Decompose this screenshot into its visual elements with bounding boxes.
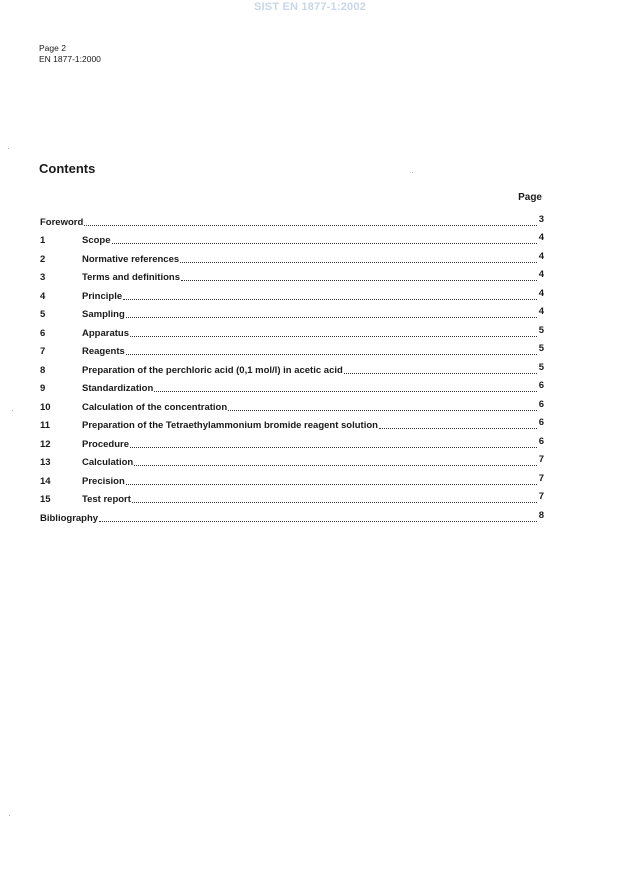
toc-entry-title: Foreword [40, 216, 84, 228]
dot-leader [132, 502, 537, 503]
toc-entry-title: Calculation [82, 457, 134, 468]
toc-entry-page: 6 [538, 380, 544, 391]
toc-entry-title: Apparatus [82, 327, 129, 339]
dot-leader [130, 447, 537, 448]
scan-speck [8, 148, 9, 149]
toc-entry[interactable] [40, 394, 544, 413]
toc-entry-number: 10 [40, 401, 51, 413]
dot-leader [99, 521, 537, 522]
toc-entry-number: 3 [40, 272, 46, 283]
toc-entry-number: 14 [40, 475, 51, 487]
toc-entry-number: 4 [40, 290, 46, 302]
dot-leader [344, 373, 537, 374]
dot-leader [154, 391, 536, 392]
toc-entry-page: 4 [538, 287, 544, 299]
toc-entry-title: Test report [82, 494, 131, 505]
toc-entry-page: 8 [538, 509, 544, 521]
toc-entry[interactable] [40, 450, 544, 469]
toc-entry-number: 2 [40, 253, 46, 265]
toc-entry-page: 7 [538, 472, 544, 484]
toc-entry[interactable] [40, 320, 544, 339]
scan-speck [12, 410, 13, 411]
toc-entry-page: 3 [538, 213, 544, 225]
contents-heading: Contents [39, 161, 96, 176]
document-id: EN 1877-1:2000 [39, 53, 101, 64]
dot-leader [126, 354, 537, 355]
toc-entry-page: 6 [538, 435, 544, 447]
dot-leader [130, 336, 537, 337]
dot-leader [126, 317, 537, 318]
toc-entry-title: Calculation of the concentration [82, 401, 228, 413]
toc-entry-title: Precision [82, 475, 125, 487]
toc-entry-title: Procedure [82, 438, 129, 450]
toc-entry-number: 15 [40, 494, 51, 505]
toc-entry-number: 5 [40, 309, 46, 320]
toc-entry-number: 6 [40, 327, 46, 339]
toc-entry-number: 11 [40, 420, 51, 431]
page-column-label: Page [518, 192, 542, 203]
toc-entry-page: 5 [538, 343, 544, 354]
toc-entry[interactable] [40, 246, 544, 265]
dot-leader [84, 225, 536, 226]
toc-entry-page: 7 [538, 454, 544, 465]
toc-entry-title: Bibliography [40, 512, 99, 524]
toc-entry-page: 6 [538, 417, 544, 428]
toc-entry-number: 1 [40, 235, 46, 246]
toc-entry[interactable] [40, 302, 544, 321]
watermark-stamp: SIST EN 1877-1:2002 [253, 1, 367, 13]
toc-entry-page: 5 [538, 361, 544, 373]
toc-entry-title: Standardization [82, 383, 154, 394]
dot-leader [379, 428, 537, 429]
toc-entry-title: Normative references [82, 253, 180, 265]
toc-entry-title: Reagents [82, 346, 125, 357]
toc-entry-number: 13 [40, 457, 51, 468]
toc-entry-page: 4 [538, 306, 544, 317]
toc-entry[interactable] [40, 376, 544, 395]
toc-entry[interactable] [40, 228, 544, 247]
dot-leader [112, 243, 537, 244]
toc-entry-page: 6 [538, 398, 544, 410]
toc-entry-title: Sampling [82, 309, 125, 320]
dot-leader [180, 262, 537, 263]
toc-entry[interactable] [40, 505, 544, 524]
dot-leader [134, 465, 537, 466]
toc-entry-title: Scope [82, 235, 111, 246]
toc-entry-page: 5 [538, 324, 544, 336]
toc-entry[interactable] [40, 431, 544, 450]
toc-entry-title: Principle [82, 290, 123, 302]
table-of-contents [40, 209, 544, 524]
toc-entry[interactable] [40, 468, 544, 487]
dot-leader [123, 299, 537, 300]
page-number-label: Page 2 [39, 43, 66, 53]
toc-entry[interactable] [40, 283, 544, 302]
toc-entry-number: 9 [40, 383, 46, 394]
toc-entry-number: 7 [40, 346, 46, 357]
page-header [39, 43, 101, 64]
toc-entry-title: Preparation of the Tetraethylammonium bromide reagent solution [82, 420, 378, 431]
toc-entry[interactable] [40, 339, 544, 358]
dot-leader [126, 484, 537, 485]
toc-entry-number: 12 [40, 438, 51, 450]
toc-entry-page: 7 [538, 491, 544, 502]
toc-entry-number: 8 [40, 364, 46, 376]
toc-entry[interactable] [40, 357, 544, 376]
toc-entry[interactable] [40, 487, 544, 506]
toc-entry-title: Preparation of the perchloric acid (0,1 mol/l) in acetic acid [82, 364, 343, 376]
toc-entry[interactable] [40, 209, 544, 228]
scan-speck [412, 172, 413, 173]
toc-entry-title: Terms and definitions [82, 272, 181, 283]
dot-leader [228, 410, 537, 411]
dot-leader [181, 280, 537, 281]
toc-entry[interactable] [40, 265, 544, 284]
toc-entry-page: 4 [538, 232, 544, 243]
scan-speck [9, 815, 10, 816]
toc-entry-page: 4 [538, 269, 544, 280]
toc-entry-page: 4 [538, 250, 544, 262]
toc-entry[interactable] [40, 413, 544, 432]
